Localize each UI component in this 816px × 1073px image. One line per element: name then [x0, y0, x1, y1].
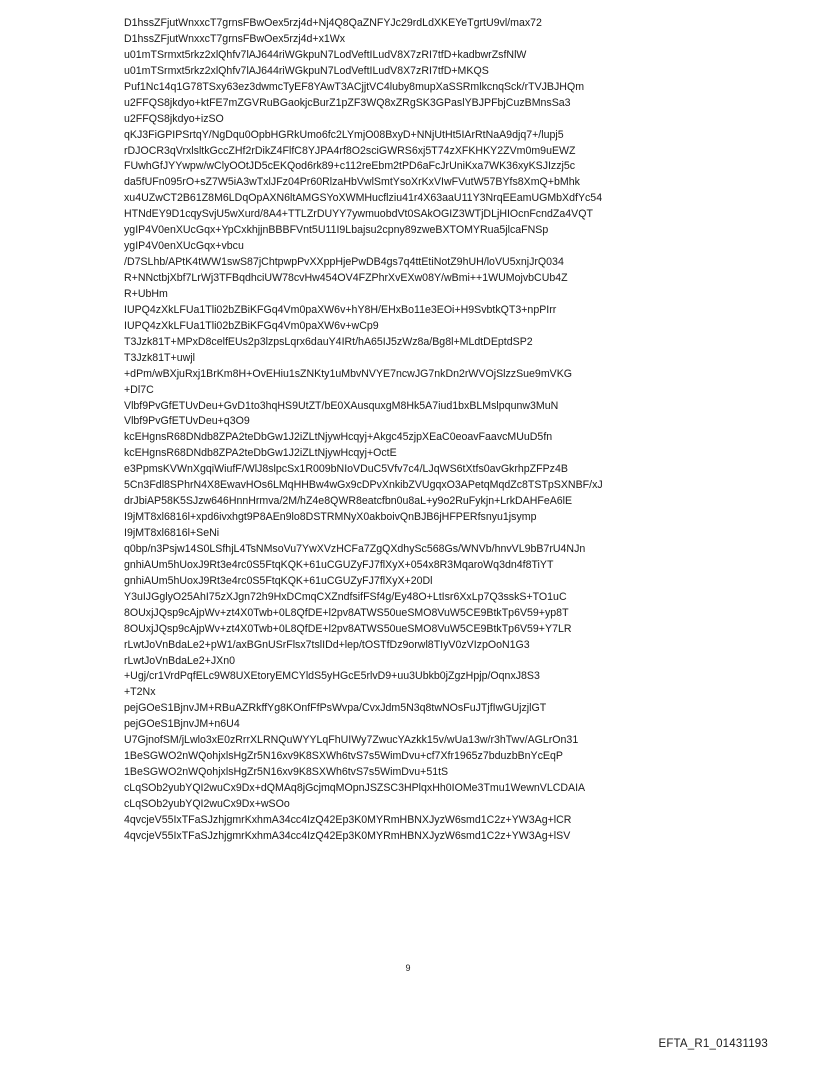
text-line: rLwtJoVnBdaLe2+JXn0 — [124, 654, 236, 667]
text-line: cLqSOb2yubYQI2wuCx9Dx+dQMAq8jGcjmqMOpnJSZSC3HPlqxHh0IOMe3Tmu1WewnVLCDAIA — [124, 782, 586, 794]
text-line: 1BeSGWO2nWQohjxlsHgZr5N16xv9K8SXWh6tvS7s5WimDvu+51tS — [124, 766, 449, 779]
text-line: HTNdEY9D1cqySvjU5wXurd/8A4+TTLZrDUYY7ywmuobdVt0SAkOGIZ3WTjDLjHIOcnFcndZa4VQT — [124, 208, 593, 221]
text-line: /D7SLhb/APtK4tWW1swS87jChtpwpPvXXppHjePwDB4gs7q4ttEtiNotZ9hUH/loVU5xnjJrQ034 — [124, 256, 564, 269]
text-line: kcEHgnsR68DNdb8ZPA2teDbGw1J2iZLtNjywHcqyj+Akgc45zjpXEaC0eoavFaavcMUuD5fn — [124, 431, 553, 444]
text-line: pejGOeS1BjnvJM+n6U4 — [124, 718, 240, 731]
text-line: 8OUxjJQsp9cAjpWv+zt4X0Twb+0L8QfDE+l2pv8ATWS50ueSMO8VuW5CE9BtkTp6V59+yp8T — [124, 606, 569, 619]
text-line: da5fUFn095rO+sZ7W5iA3wTxlJFz04Pr60RlzaHbVwlSmtYsoXrKxVIwFVutW57BYfs8XmQ+bMhk — [124, 176, 580, 189]
text-line: 5Cn3Fdl8SPhrN4X8EwavHOs6LMqHHBw4wGx9cDPvXnkibZVUgqxO3APetqMqdZc8TSTpSXNBF/xJ — [124, 479, 603, 492]
text-line: I9jMT8xl6816l+xpd6ivxhgt9P8AEn9lo8DSTRMNyX0akboivQnBJB6jHFPERfsnyu1jsymp — [124, 511, 537, 524]
text-line: R+UbHm — [124, 287, 168, 300]
text-line: IUPQ4zXkLFUa1Tli02bZBiKFGq4Vm0paXW6v+wCp9 — [124, 319, 379, 332]
text-line: ygIP4V0enXUcGqx+vbcu — [124, 240, 244, 253]
text-line: cLqSOb2yubYQI2wuCx9Dx+wSOo — [124, 797, 290, 810]
text-line: Puf1Nc14q1G78TSxy63ez3dwmcTyEF8YAwT3ACjjtVC4luby8mupXaSSRmlkcnqSck/rTVJBJHQm — [124, 80, 585, 93]
text-line: Vlbf9PvGfETUvDeu+GvD1to3hqHS9UtZT/bE0XAusquxgM8Hk5A7iud1bxBLMslpqunw3MuN — [124, 399, 559, 412]
text-line: 4qvcjeV55IxTFaSJzhjgmrKxhmA34cc4IzQ42Ep3K0MYRmHBNXJyzW6smd1C2z+YW3Ag+lSV — [124, 829, 571, 842]
text-line: R+NNctbjXbf7LrWj3TFBqdhciUW78cvHw454OV4FZPhrXvEXw08Y/wBmi++1WUMojvbCUb4Z — [124, 272, 568, 284]
text-line: u2FFQS8jkdyo+izSO — [124, 112, 224, 125]
text-line: u2FFQS8jkdyo+ktFE7mZGVRuBGaokjcBurZ1pZF3WQ8xZRgSK3GPaslYBJPFbjCuzBMnsSa3 — [124, 96, 571, 109]
text-line: kcEHgnsR68DNdb8ZPA2teDbGw1J2iZLtNjywHcqyj+OctE — [124, 447, 397, 460]
text-line: gnhiAUm5hUoxJ9Rt3e4rc0S5FtqKQK+61uCGUZyFJ7flXyX+20Dl — [124, 574, 433, 587]
text-line: IUPQ4zXkLFUa1Tli02bZBiKFGq4Vm0paXW6v+hY8H/EHxBo11e3EOi+H9SvbtkQT3+npPIrr — [124, 303, 557, 316]
text-line: rLwtJoVnBdaLe2+pW1/axBGnUSrFlsx7tslIDd+lep/tOSTfDz9orwl8TIyV0zVIzpOoN1G3 — [124, 638, 530, 651]
text-line: 8OUxjJQsp9cAjpWv+zt4X0Twb+0L8QfDE+l2pv8ATWS50ueSMO8VuW5CE9BtkTp6V59+Y7LR — [124, 622, 572, 635]
text-line: u01mTSrmxt5rkz2xlQhfv7lAJ644riWGkpuN7LodVeftILudV8X7zRI7tfD+MKQS — [124, 64, 489, 77]
text-line: drJbiAP58K5SJzw646HnnHrmva/2M/hZ4e8QWR8eatcfbn0u8aL+y9o2RuFykjn+LrkDAHFeA6lE — [124, 495, 573, 508]
text-line: gnhiAUm5hUoxJ9Rt3e4rc0S5FtqKQK+61uCGUZyFJ7flXyX+054x8R3MqaroWq3dn4f8TiYT — [124, 558, 554, 571]
text-line: u01mTSrmxt5rkz2xlQhfv7lAJ644riWGkpuN7LodVeftILudV8X7zRI7tfD+kadbwrZsfNlW — [124, 48, 527, 61]
text-line: Vlbf9PvGfETUvDeu+q3O9 — [124, 415, 250, 428]
text-line: T3Jzk81T+MPxD8celfEUs2p3lzpsLqrx6dauY4IRt/hA65IJ5zWz8a/Bg8l+MLdtDEptdSP2 — [124, 335, 533, 348]
text-line: +Dl7C — [124, 383, 154, 396]
encoded-text-block — [124, 16, 704, 845]
text-line: +dPm/wBXjuRxj1BrKm8H+OvEHiu1sZNKty1uMbvNVYE7ncwJG7nkDn2rWVOjSlzzSue9mVKG — [124, 367, 573, 380]
text-line: xu4UZwCT2B61Z8M6LDqOpAXN6ltAMGSYoXWMHucflziu41r4X63aaU11Y3NrqEEamUGMbXdfYc54 — [124, 192, 603, 205]
text-line: T3Jzk81T+uwjl — [124, 351, 195, 364]
text-line: Y3uIJGglyO25AhI75zXJgn72h9HxDCmqCXZndfsifFSf4g/Ey48O+LtIsr6XxLp7Q3sskS+TO1uC — [124, 590, 567, 603]
text-line: pejGOeS1BjnvJM+RBuAZRkffYg8KOnfFfPsWvpa/CvxJdm5N3q8twNOsFuJTjfIwGUjzjlGT — [124, 702, 547, 715]
text-line: qKJ3FiGPIPSrtqY/NgDqu0OpbHGRkUmo6fc2LYmjO08BxyD+NNjUtHt5IArRtNaA9djq7+/lupj5 — [124, 128, 564, 141]
text-line: I9jMT8xl6816l+SeNi — [124, 527, 220, 539]
document-identifier: EFTA_R1_01431193 — [658, 1038, 768, 1050]
text-line: FUwhGfJYYwpw/wClyOOtJD5cEKQod6rk89+c112reEbm2tPD6aFcJrUniKxa7WK36xyKSJIzzj5c — [124, 160, 576, 173]
text-line: 4qvcjeV55IxTFaSJzhjgmrKxhmA34cc4IzQ42Ep3K0MYRmHBNXJyzW6smd1C2z+YW3Ag+lCR — [124, 813, 572, 826]
text-line: 1BeSGWO2nWQohjxlsHgZr5N16xv9K8SXWh6tvS7s5WimDvu+cf7Xfr1965z7bduzbBnYcEqP — [124, 750, 563, 763]
text-line: D1hssZFjutWnxxcT7grnsFBwOex5rzj4d+x1Wx — [124, 32, 346, 45]
text-line: q0bp/n3Psjw14S0LSfhjL4TsNMsoVu7YwXVzHCFa7ZgQXdhySc568Gs/WNVb/hnvVL9bB7rU4NJn — [124, 542, 586, 555]
text-line: D1hssZFjutWnxxcT7grnsFBwOex5rzj4d+Nj4Q8QaZNFYJc29rdLdXKEYeTgrtU9vl/max72 — [124, 17, 542, 29]
text-line: U7GjnofSM/jLwlo3xE0zRrrXLRNQuWYYLqFhUIWy7ZwucYAzkk15v/wUa13w/r3hTwv/AGLrOn31 — [124, 734, 579, 747]
text-line: +T2Nx — [124, 686, 156, 699]
page-number: 9 — [405, 963, 411, 973]
text-line: e3PpmsKVWnXgqiWiufF/WlJ8slpcSx1R009bNIoVDuC5Vfv7c4/LJqWS6tXtfs0avGkrhpZFPz4B — [124, 463, 568, 476]
text-line: ygIP4V0enXUcGqx+YpCxkhjjnBBBFVnt5U11I9Lbajsu2cpny89zweBXTOMYRua5jlcaFNSp — [124, 224, 549, 237]
text-line: rDJOCR3qVrxlsltkGccZHf2rDikZ4FlfC8YJPA4rf8O2sciGWRS6xj5T74zXFKHKY2ZVm0m9uEWZ — [124, 144, 576, 157]
text-line: +Ugj/cr1VrdPqfELc9W8UXEtoryEMCYldS5yHGcE5rlvD9+uu3Ubkb0jZgzHpjp/OqnxJ8S3 — [124, 670, 540, 683]
